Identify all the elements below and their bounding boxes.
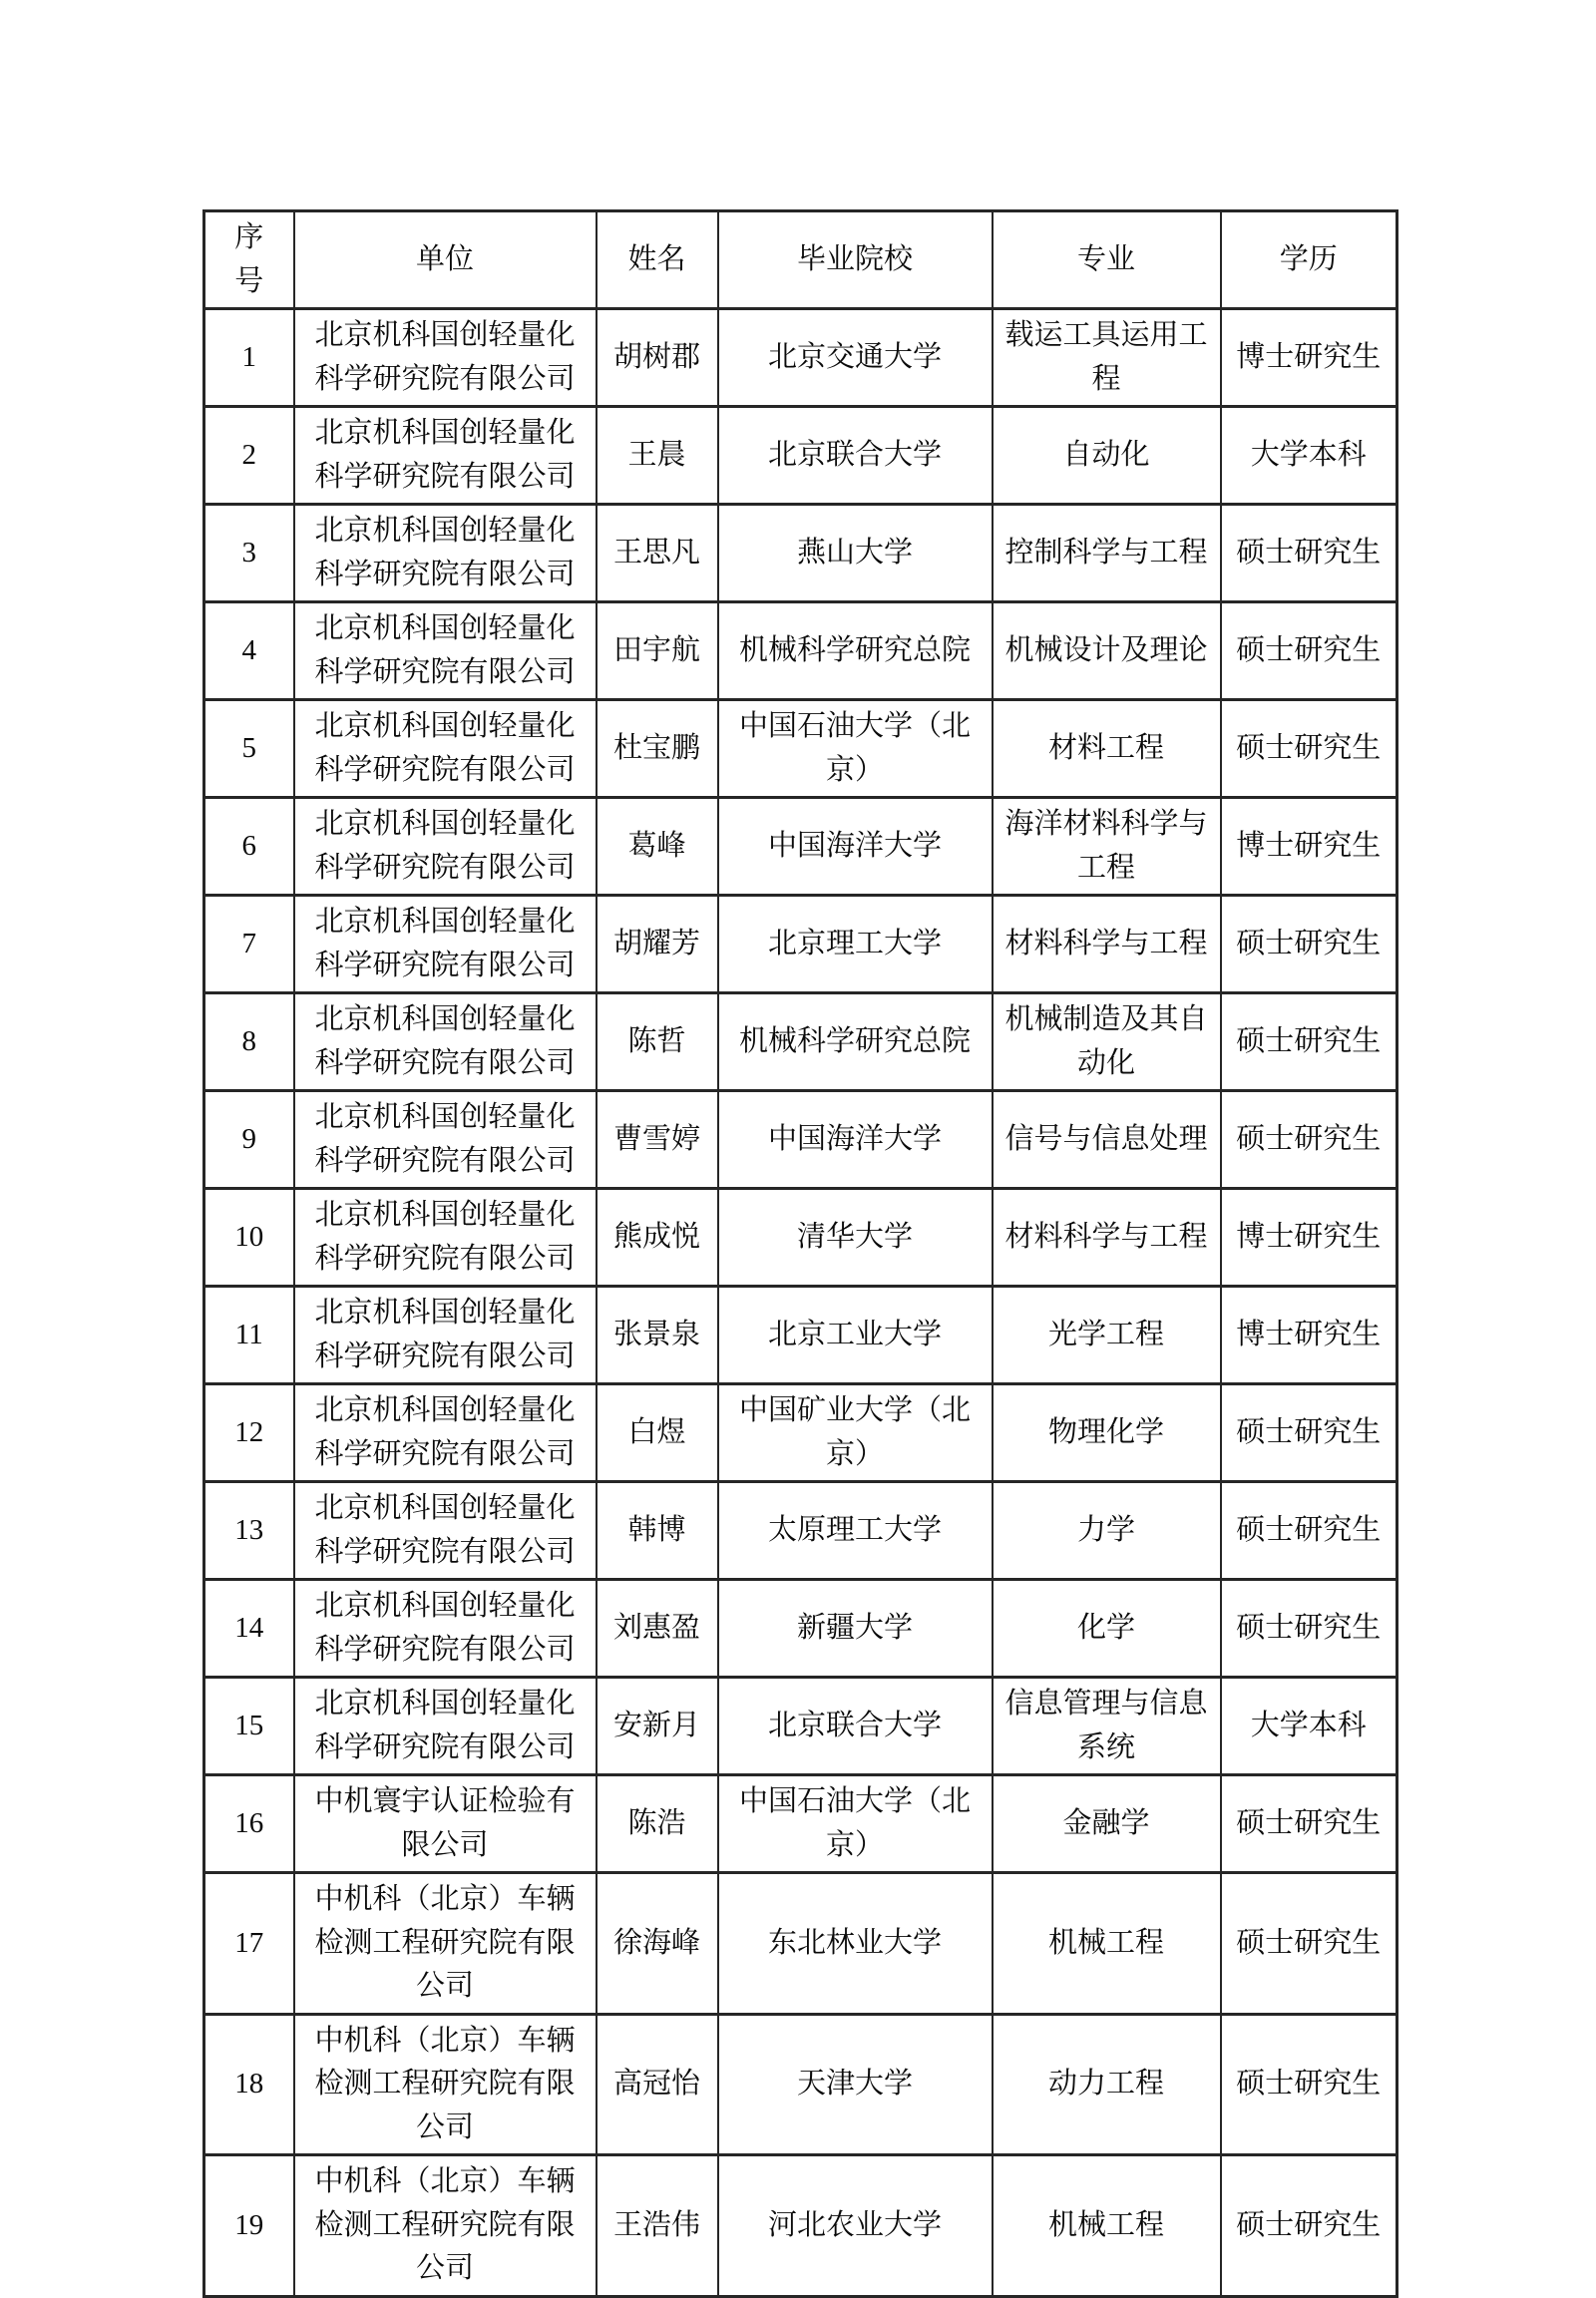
table-row	[204, 1873, 1397, 2015]
cell-name: 白煜	[597, 1384, 718, 1482]
cell-degree: 博士研究生	[1221, 798, 1397, 896]
cell-unit: 北京机科国创轻量化科学研究院有限公司	[294, 1678, 597, 1775]
cell-school: 北京联合大学	[718, 1678, 993, 1775]
cell-school: 中国石油大学（北京）	[718, 700, 993, 798]
table-row	[204, 505, 1397, 602]
cell-major: 物理化学	[993, 1384, 1221, 1482]
cell-school: 北京联合大学	[718, 407, 993, 505]
cell-name: 王晨	[597, 407, 718, 505]
table-row	[204, 700, 1397, 798]
cell-name: 胡耀芳	[597, 896, 718, 993]
cell-degree: 硕士研究生	[1221, 505, 1397, 602]
cell-unit: 北京机科国创轻量化科学研究院有限公司	[294, 896, 597, 993]
cell-unit: 北京机科国创轻量化科学研究院有限公司	[294, 993, 597, 1091]
cell-no: 2	[204, 407, 294, 505]
cell-major: 信号与信息处理	[993, 1091, 1221, 1189]
table-row	[204, 798, 1397, 896]
cell-degree: 大学本科	[1221, 1678, 1397, 1775]
cell-unit: 北京机科国创轻量化科学研究院有限公司	[294, 505, 597, 602]
table-row	[204, 1775, 1397, 1873]
cell-no: 6	[204, 798, 294, 896]
cell-no: 12	[204, 1384, 294, 1482]
cell-name: 陈浩	[597, 1775, 718, 1873]
cell-name: 葛峰	[597, 798, 718, 896]
table-row	[204, 1287, 1397, 1384]
cell-school: 中国海洋大学	[718, 798, 993, 896]
cell-degree: 硕士研究生	[1221, 896, 1397, 993]
cell-name: 韩博	[597, 1482, 718, 1580]
cell-major: 材料科学与工程	[993, 1189, 1221, 1287]
cell-name: 熊成悦	[597, 1189, 718, 1287]
cell-degree: 博士研究生	[1221, 1287, 1397, 1384]
cell-major: 海洋材料科学与工程	[993, 798, 1221, 896]
cell-degree: 博士研究生	[1221, 309, 1397, 407]
cell-major: 信息管理与信息系统	[993, 1678, 1221, 1775]
cell-degree: 硕士研究生	[1221, 602, 1397, 700]
cell-name: 张景泉	[597, 1287, 718, 1384]
cell-no: 7	[204, 896, 294, 993]
cell-school: 北京理工大学	[718, 896, 993, 993]
cell-major: 自动化	[993, 407, 1221, 505]
cell-school: 燕山大学	[718, 505, 993, 602]
cell-major: 动力工程	[993, 2014, 1221, 2155]
table-row	[204, 1678, 1397, 1775]
cell-major: 光学工程	[993, 1287, 1221, 1384]
cell-degree: 硕士研究生	[1221, 700, 1397, 798]
cell-unit: 北京机科国创轻量化科学研究院有限公司	[294, 1091, 597, 1189]
cell-degree: 博士研究生	[1221, 1189, 1397, 1287]
cell-no: 1	[204, 309, 294, 407]
table-row	[204, 1384, 1397, 1482]
cell-no: 19	[204, 2155, 294, 2297]
cell-name: 高冠怡	[597, 2014, 718, 2155]
cell-school: 天津大学	[718, 2014, 993, 2155]
table-row	[204, 309, 1397, 407]
cell-degree: 硕士研究生	[1221, 993, 1397, 1091]
cell-no: 15	[204, 1678, 294, 1775]
graduates-table	[202, 209, 1398, 2298]
cell-no: 4	[204, 602, 294, 700]
cell-school: 北京工业大学	[718, 1287, 993, 1384]
cell-school: 中国海洋大学	[718, 1091, 993, 1189]
table-row	[204, 1580, 1397, 1678]
column-header-degree	[1221, 211, 1397, 309]
cell-school: 太原理工大学	[718, 1482, 993, 1580]
table-row	[204, 602, 1397, 700]
cell-unit: 北京机科国创轻量化科学研究院有限公司	[294, 1482, 597, 1580]
table-row	[204, 2155, 1397, 2297]
cell-degree: 硕士研究生	[1221, 1775, 1397, 1873]
cell-no: 9	[204, 1091, 294, 1189]
table-row	[204, 1189, 1397, 1287]
column-header-school	[718, 211, 993, 309]
cell-name: 曹雪婷	[597, 1091, 718, 1189]
column-header-unit	[294, 211, 597, 309]
cell-unit: 中机科（北京）车辆检测工程研究院有限公司	[294, 1873, 597, 2015]
cell-unit: 北京机科国创轻量化科学研究院有限公司	[294, 602, 597, 700]
cell-school: 清华大学	[718, 1189, 993, 1287]
cell-school: 机械科学研究总院	[718, 993, 993, 1091]
cell-major: 金融学	[993, 1775, 1221, 1873]
column-header-no	[204, 211, 294, 309]
cell-degree: 硕士研究生	[1221, 2014, 1397, 2155]
cell-unit: 北京机科国创轻量化科学研究院有限公司	[294, 798, 597, 896]
cell-no: 13	[204, 1482, 294, 1580]
cell-unit: 北京机科国创轻量化科学研究院有限公司	[294, 700, 597, 798]
column-header-label: 姓名	[627, 242, 686, 275]
cell-name: 王浩伟	[597, 2155, 718, 2297]
cell-school: 新疆大学	[718, 1580, 993, 1678]
cell-unit: 北京机科国创轻量化科学研究院有限公司	[294, 1580, 597, 1678]
cell-no: 17	[204, 1873, 294, 2015]
cell-degree: 硕士研究生	[1221, 1384, 1397, 1482]
cell-name: 杜宝鹏	[597, 700, 718, 798]
cell-no: 14	[204, 1580, 294, 1678]
cell-no: 11	[204, 1287, 294, 1384]
cell-no: 16	[204, 1775, 294, 1873]
cell-degree: 硕士研究生	[1221, 1873, 1397, 2015]
column-header-major	[993, 211, 1221, 309]
column-header-label: 学历	[1279, 242, 1338, 275]
cell-degree: 硕士研究生	[1221, 1091, 1397, 1189]
cell-name: 徐海峰	[597, 1873, 718, 2015]
column-header-label: 序号	[234, 221, 264, 297]
cell-degree: 硕士研究生	[1221, 1580, 1397, 1678]
column-header-label: 专业	[1076, 242, 1135, 275]
cell-name: 胡树郡	[597, 309, 718, 407]
cell-school: 中国石油大学（北京）	[718, 1775, 993, 1873]
table-row	[204, 1482, 1397, 1580]
cell-school: 中国矿业大学（北京）	[718, 1384, 993, 1482]
cell-unit: 北京机科国创轻量化科学研究院有限公司	[294, 309, 597, 407]
cell-degree: 大学本科	[1221, 407, 1397, 505]
cell-unit: 中机寰宇认证检验有限公司	[294, 1775, 597, 1873]
table-row	[204, 1091, 1397, 1189]
cell-name: 刘惠盈	[597, 1580, 718, 1678]
cell-school: 机械科学研究总院	[718, 602, 993, 700]
cell-no: 8	[204, 993, 294, 1091]
cell-school: 北京交通大学	[718, 309, 993, 407]
column-header-label: 单位	[415, 242, 474, 275]
cell-school: 河北农业大学	[718, 2155, 993, 2297]
cell-degree: 硕士研究生	[1221, 2155, 1397, 2297]
cell-major: 力学	[993, 1482, 1221, 1580]
table-row	[204, 993, 1397, 1091]
cell-major: 控制科学与工程	[993, 505, 1221, 602]
cell-major: 机械设计及理论	[993, 602, 1221, 700]
cell-unit: 北京机科国创轻量化科学研究院有限公司	[294, 1384, 597, 1482]
cell-major: 载运工具运用工程	[993, 309, 1221, 407]
cell-major: 材料科学与工程	[993, 896, 1221, 993]
cell-major: 化学	[993, 1580, 1221, 1678]
cell-degree: 硕士研究生	[1221, 1482, 1397, 1580]
table-header-row	[204, 211, 1397, 309]
cell-name: 王思凡	[597, 505, 718, 602]
column-header-label: 毕业院校	[796, 242, 913, 275]
cell-unit: 中机科（北京）车辆检测工程研究院有限公司	[294, 2155, 597, 2297]
cell-name: 田宇航	[597, 602, 718, 700]
cell-school: 东北林业大学	[718, 1873, 993, 2015]
cell-major: 材料工程	[993, 700, 1221, 798]
cell-major: 机械工程	[993, 2155, 1221, 2297]
column-header-name	[597, 211, 718, 309]
cell-name: 陈哲	[597, 993, 718, 1091]
cell-name: 安新月	[597, 1678, 718, 1775]
cell-unit: 中机科（北京）车辆检测工程研究院有限公司	[294, 2014, 597, 2155]
cell-no: 5	[204, 700, 294, 798]
table-row	[204, 896, 1397, 993]
cell-no: 18	[204, 2014, 294, 2155]
table-row	[204, 407, 1397, 505]
cell-unit: 北京机科国创轻量化科学研究院有限公司	[294, 407, 597, 505]
cell-no: 3	[204, 505, 294, 602]
table-row	[204, 2014, 1397, 2155]
cell-major: 机械制造及其自动化	[993, 993, 1221, 1091]
cell-unit: 北京机科国创轻量化科学研究院有限公司	[294, 1287, 597, 1384]
cell-major: 机械工程	[993, 1873, 1221, 2015]
cell-no: 10	[204, 1189, 294, 1287]
cell-unit: 北京机科国创轻量化科学研究院有限公司	[294, 1189, 597, 1287]
table-body	[204, 309, 1397, 2297]
